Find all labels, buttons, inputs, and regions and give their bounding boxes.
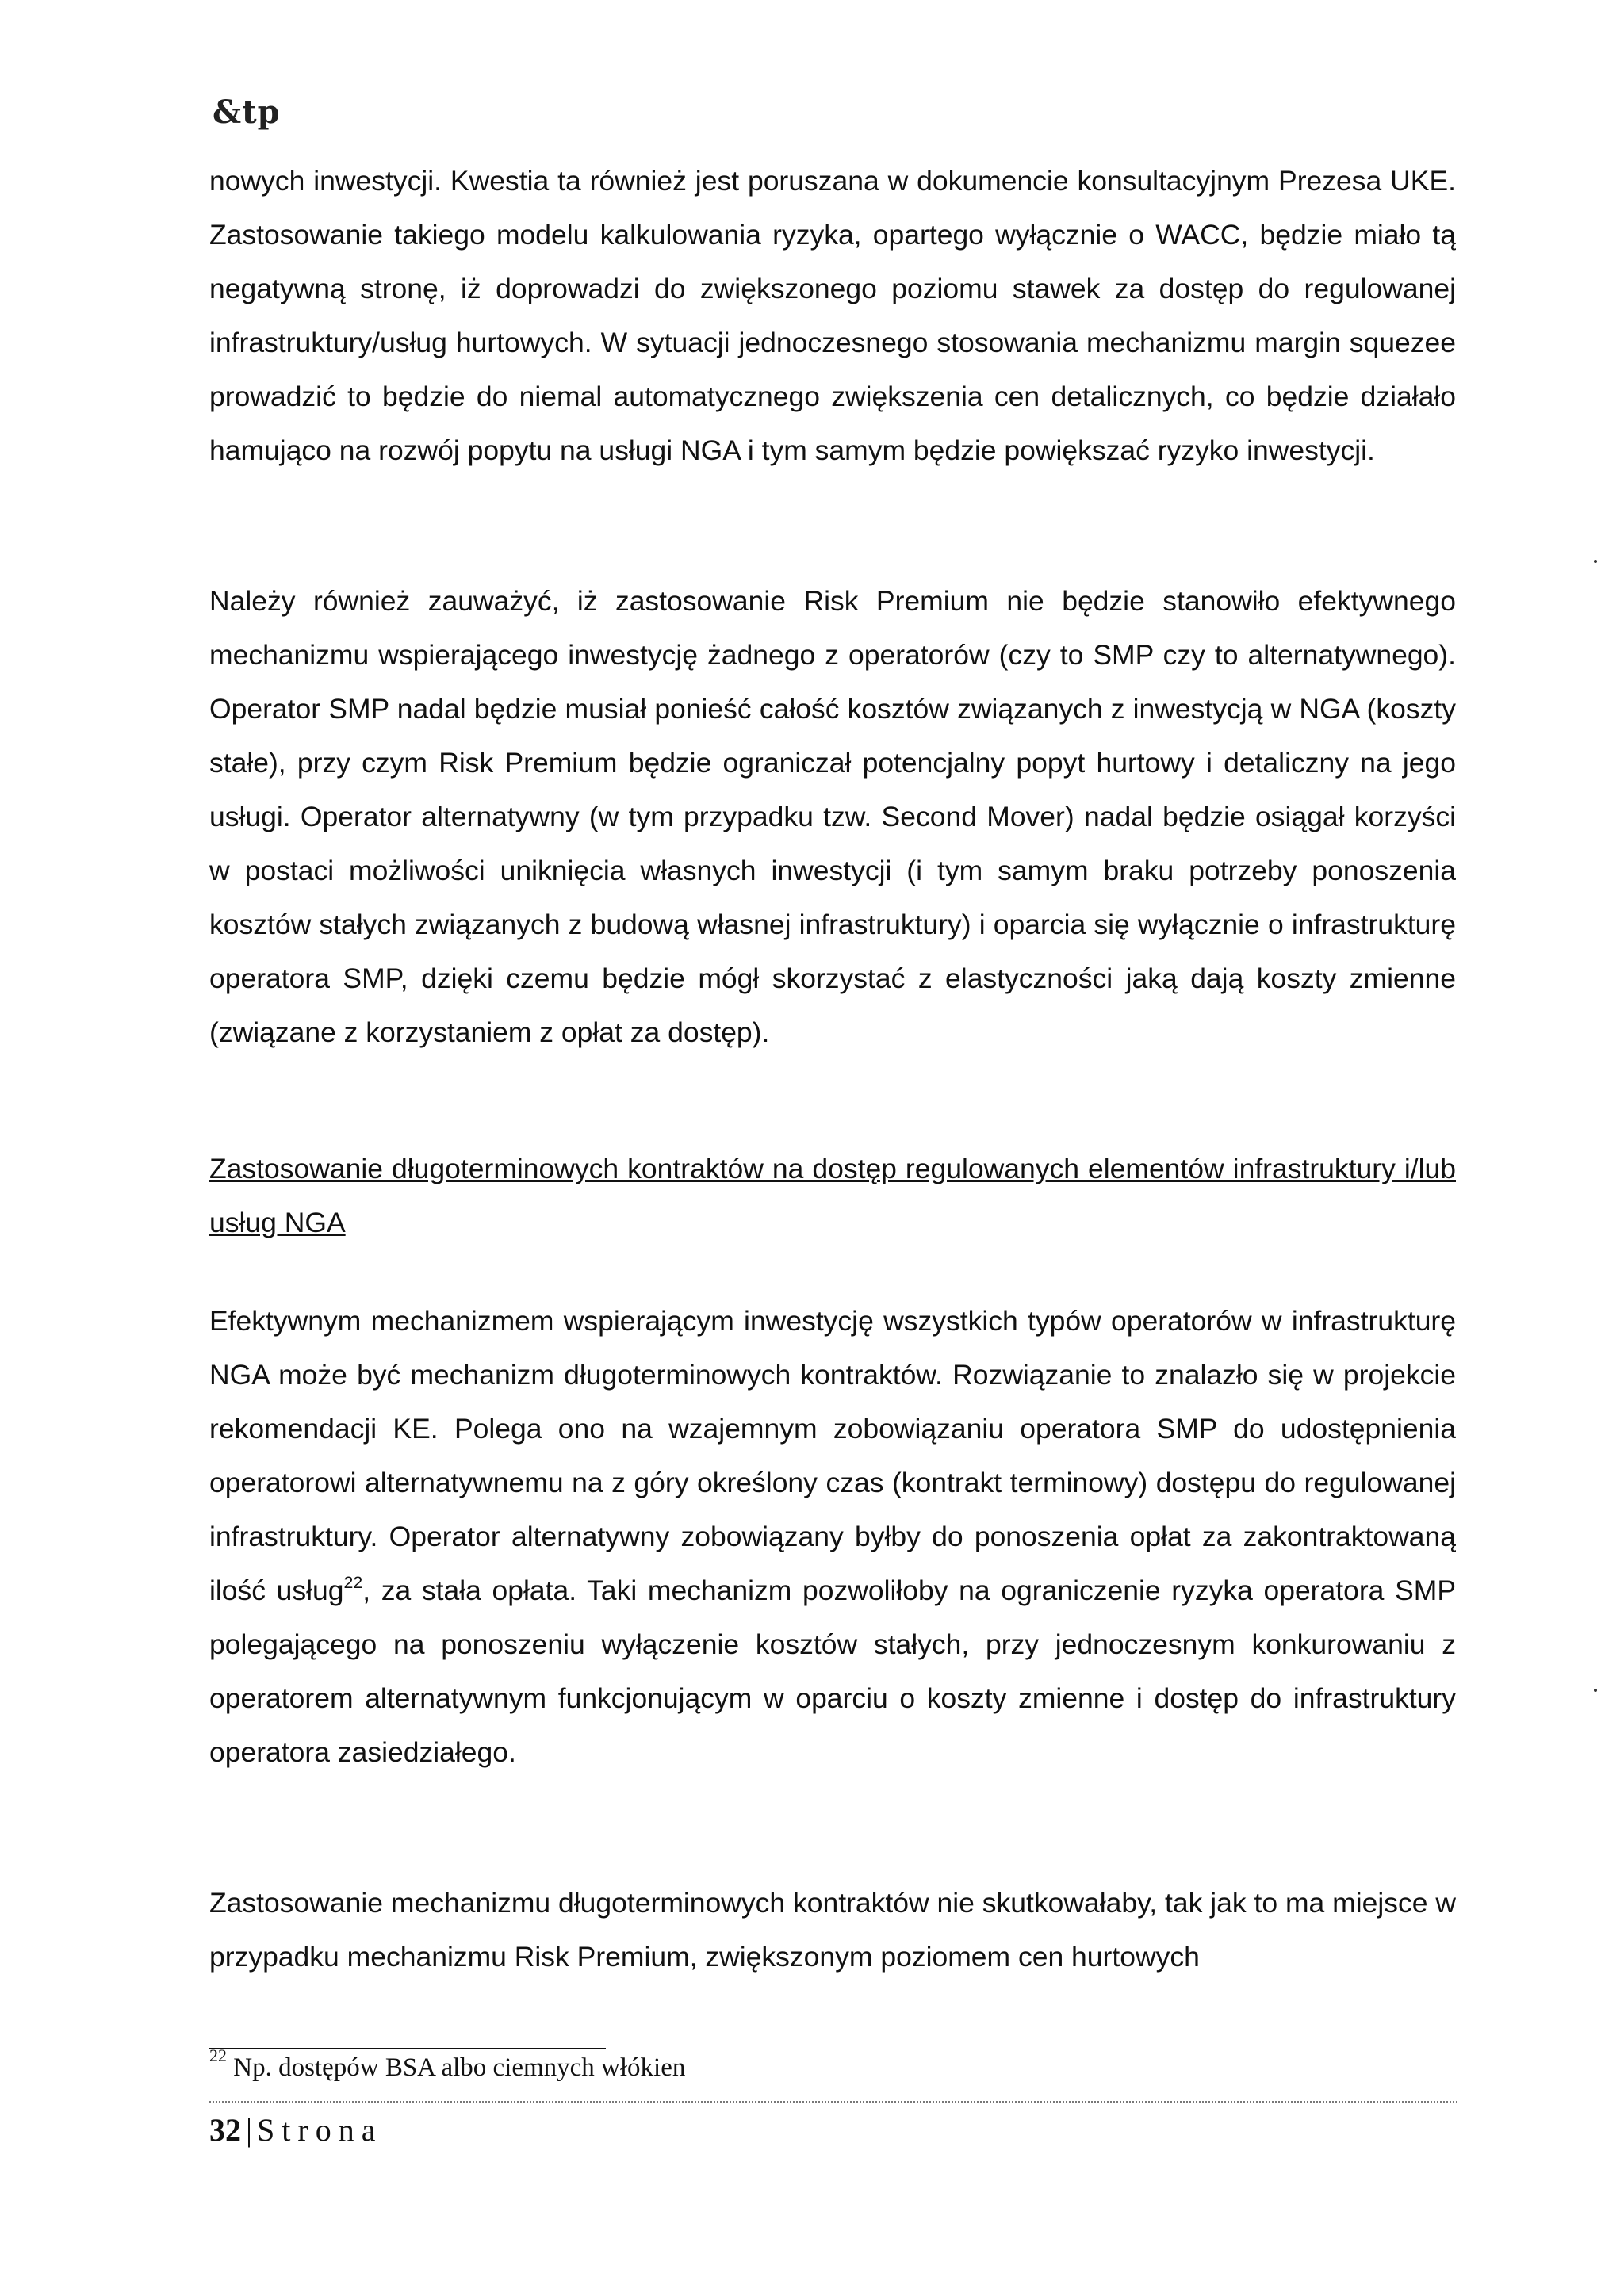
section-heading-text: Zastosowanie długoterminowych kontraktów na dostęp regulowanych elementów infrastruktury i/lub usług NGA <box>209 1153 1456 1238</box>
paragraph-3 <box>209 1294 1456 1779</box>
paragraph-3-part-b: , za stała opłata. Taki mechanizm pozwoliłoby na ograniczenie ryzyka operatora SMP polegającego na ponoszeniu wyłączenie kosztów stałych, przy jednoczesnym konkurowaniu z operatorem alternatywnym funkcjonującym w oparciu o koszty zmienne i dostęp do infrastruktury operatora zasiedziałego. <box>209 1575 1456 1768</box>
footer-separator: | <box>246 2112 253 2148</box>
paragraph-1 <box>209 154 1456 477</box>
section-heading <box>209 1142 1456 1249</box>
tp-logo: &tp <box>213 94 281 131</box>
paragraph-4 <box>209 1876 1456 1984</box>
scan-speck <box>1594 560 1597 563</box>
page-footer <box>209 2111 382 2149</box>
footnote-number: 22 <box>209 2045 227 2065</box>
footnote-separator <box>209 2048 606 2049</box>
footer-divider <box>209 2101 1457 2103</box>
footer-label: Strona <box>257 2112 383 2148</box>
scan-speck <box>1594 1689 1597 1692</box>
paragraph-1-text: nowych inwestycji. Kwestia ta również jest poruszana w dokumencie konsultacyjnym Prezesa UKE. Zastosowanie takiego modelu kalkulowania ryzyka, opartego wyłącznie o WACC, będzie miało tą negatywną stronę, iż doprowadzi do zwiększonego poziomu stawek za dostęp do regulowanej infrastruktury/usług hurtowych. W sytuacji jednoczesnego stosowania mechanizmu margin squezee prowadzić to będzie do niemal automatycznego zwiększenia cen detalicznych, co będzie działało hamująco na rozwój popytu na usługi NGA i tym samym będzie powiększać ryzyko inwestycji. <box>209 165 1456 466</box>
paragraph-3-part-a: Efektywnym mechanizmem wspierającym inwestycję wszystkich typów operatorów w infrastrukturę NGA może być mechanizm długoterminowych kontraktów. Rozwiązanie to znalazło się w projekcie rekomendacji KE. Polega ono na wzajemnym zobowiązaniu operatora SMP do udostępnienia operatorowi alternatywnemu na z góry określony czas (kontrakt terminowy) dostępu do regulowanej infrastruktury. Operator alternatywny zobowiązany byłby do ponoszenia opłat za zakontraktowaną ilość usług <box>209 1305 1456 1606</box>
paragraph-2-text: Należy również zauważyć, iż zastosowanie Risk Premium nie będzie stanowiło efektywnego mechanizmu wspierającego inwestycję żadnego z operatorów (czy to SMP czy to alternatywnego). Operator SMP nadal będzie musiał ponieść całość kosztów związanych z inwestycją w NGA (koszty stałe), przy czym Risk Premium będzie ograniczał potencjalny popyt hurtowy i detaliczny na jego usługi. Operator alternatywny (w tym przypadku tzw. Second Mover) nadal będzie osiągał korzyści w postaci możliwości uniknięcia własnych inwestycji (i tym samym braku potrzeby ponoszenia kosztów stałych związanych z budową własnej infrastruktury) i oparcia się wyłącznie o infrastrukturę operatora SMP, dzięki czemu będzie mógł skorzystać z elastyczności jaką dają koszty zmienne (związane z korzystaniem z opłat za dostęp). <box>209 585 1456 1048</box>
footnote-reference[interactable]: 22 <box>343 1573 363 1593</box>
footnote-text: Np. dostępów BSA albo ciemnych włókien <box>233 2053 686 2082</box>
footnote <box>209 2045 686 2083</box>
paragraph-2 <box>209 574 1456 1059</box>
paragraph-3-text <box>209 1294 1456 1779</box>
page-number: 32 <box>209 2112 241 2148</box>
paragraph-4-text: Zastosowanie mechanizmu długoterminowych kontraktów nie skutkowałaby, tak jak to ma miejsce w przypadku mechanizmu Risk Premium, zwiększonym poziomem cen hurtowych <box>209 1887 1456 1973</box>
